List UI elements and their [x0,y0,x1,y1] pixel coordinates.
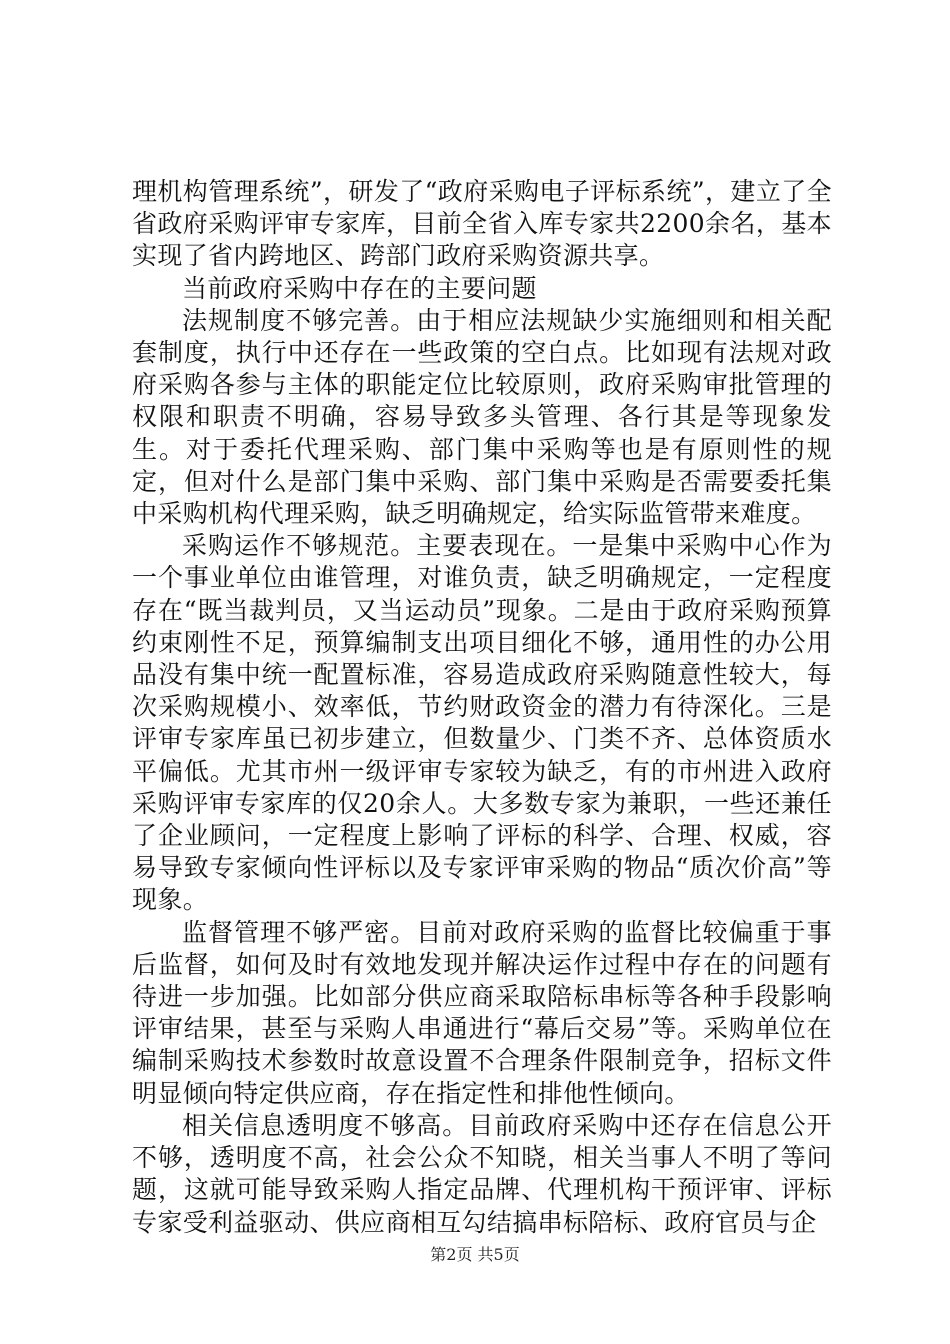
paragraph-continuation: 理机构管理系统”，研发了“政府采购电子评标系统”，建立了全省政府采购评审专家库，目前全省入库专家共2200余名，基本实现了省内跨地区、跨部门政府采购资源共享。 [132,177,832,271]
paragraph-transparency: 相关信息透明度不够高。目前政府采购中还存在信息公开不够，透明度不高，社会公众不知晓，相关当事人不明了等问题，这就可能导致采购人指定品牌、代理机构干预评审、评标专家受利益驱动、供应商相互勾结搞串标陪标、政府官员与企 [132,1110,832,1237]
document-body [132,176,832,1239]
page-footer: 第2页 共5页 [430,1245,520,1264]
paragraph-regulations: 法规制度不够完善。由于相应法规缺少实施细则和相关配套制度，执行中还存在一些政策的空白点。比如现有法规对政府采购各参与主体的职能定位比较原则，政府采购审批管理的权限和职责不明确，容易导致多头管理、各行其是等现象发生。对于委托代理采购、部门集中采购等也是有原则性的规定，但对什么是部门集中采购、部门集中采购是否需要委托集中采购机构代理采购，缺乏明确规定，给实际监管带来难度。 [132,305,832,529]
section-heading: 当前政府采购中存在的主要问题 [182,273,537,303]
paragraph-supervision: 监督管理不够严密。目前对政府采购的监督比较偏重于事后监督，如何及时有效地发现并解决运作过程中存在的问题有待进一步加强。比如部分供应商采取陪标串标等各种手段影响评审结果，甚至与采购人串通进行“幕后交易”等。采购单位在编制采购技术参数时故意设置不合理条件限制竞争，招标文件明显倾向特定供应商，存在指定性和排他性倾向。 [132,917,832,1108]
paragraph-operations: 采购运作不够规范。主要表现在。一是集中采购中心作为一个事业单位由谁管理，对谁负责，缺乏明确规定，一定程度存在“既当裁判员，又当运动员”现象。二是由于政府采购预算约束刚性不足，预算编制支出项目细化不够，通用性的办公用品没有集中统一配置标准，容易造成政府采购随意性较大，每次采购规模小、效率低，节约财政资金的潜力有待深化。三是评审专家库虽已初步建立，但数量少、门类不齐、总体资质水平偏低。尤其市州一级评审专家较为缺乏，有的市州进入政府采购评审专家库的仅20余人。大多数专家为兼职，一些还兼任了企业顾问，一定程度上影响了评标的科学、合理、权威，容易导致专家倾向性评标以及专家评审采购的物品“质次价高”等现象。 [132,531,832,915]
